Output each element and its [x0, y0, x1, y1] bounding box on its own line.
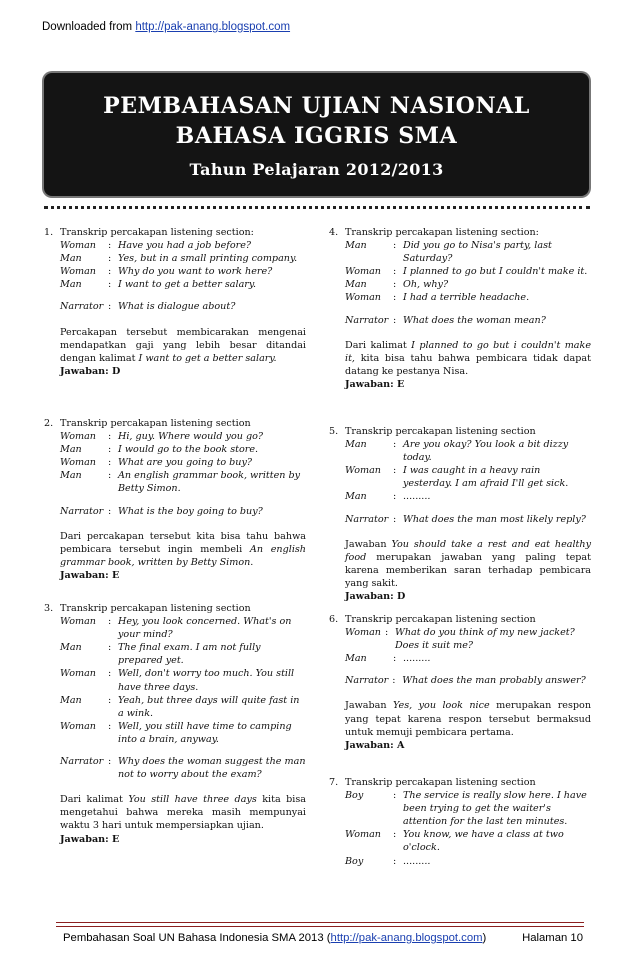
answer-key: Jawaban: E — [60, 569, 120, 581]
speaker-name: Man — [60, 279, 82, 291]
speaker-colon: : — [393, 653, 397, 665]
dialogue-line — [60, 667, 306, 693]
narrator-question: Why does the woman suggest the man not to worry about the exam? — [118, 756, 306, 781]
question-number: 7. — [329, 777, 339, 788]
speaker-colon: : — [393, 465, 397, 477]
utterance: Well, don't worry too much. You still have three days. — [118, 668, 295, 693]
speaker-colon: : — [393, 266, 397, 278]
dotted-divider — [44, 206, 590, 209]
speaker-name: Woman — [60, 616, 96, 628]
speaker-name: Woman — [60, 266, 96, 278]
dialogue-line — [60, 430, 306, 443]
question-heading-text: Transkrip percakapan listening section — [60, 418, 251, 429]
dialogue — [345, 239, 591, 327]
dialogue-line — [60, 239, 306, 252]
explanation — [345, 699, 591, 738]
utterance: I was caught in a heavy rain yesterday. I am afraid I'll get sick. — [403, 465, 569, 490]
speaker-colon: : — [393, 829, 397, 841]
speaker-colon: : — [393, 513, 397, 525]
question-heading — [329, 425, 591, 438]
question-block — [329, 776, 591, 868]
narrator-line — [345, 513, 591, 526]
explanation — [345, 339, 591, 378]
speaker-name: Boy — [345, 855, 364, 867]
explanation — [60, 326, 306, 365]
speaker-colon: : — [108, 642, 112, 654]
download-link[interactable]: http://pak-anang.blogspot.com — [135, 21, 291, 33]
explanation-text: merupakan jawaban yang paling tepat karena memberikan saran terhadap pembicara yang sakit. — [345, 551, 591, 589]
question-block — [44, 602, 306, 846]
dialogue — [345, 438, 591, 526]
dialogue-line — [60, 252, 306, 265]
narrator-line — [60, 505, 306, 518]
utterance: Did you go to Nisa's party, last Saturday? — [403, 240, 552, 265]
speaker-colon: : — [108, 668, 112, 680]
page-number: Halaman 10 — [522, 932, 583, 944]
narrator-line — [345, 314, 591, 327]
banner-title-line1: PEMBAHASAN UJIAN NASIONAL — [103, 93, 530, 119]
speaker-colon: : — [108, 266, 112, 278]
speaker-colon: : — [393, 292, 397, 304]
dialogue-line — [345, 464, 591, 490]
dialogue — [60, 430, 306, 518]
speaker-colon: : — [108, 457, 112, 469]
explanation-text: Percakapan tersebut membicarakan mengenai mendapatkan gaji yang lebih besar ditandai dengan kalimat — [60, 326, 306, 364]
speaker-colon: : — [108, 694, 112, 706]
utterance: What are you going to buy? — [118, 457, 253, 469]
utterance: Yes, but in a small printing company. — [118, 253, 298, 265]
speaker-name: Man — [345, 279, 367, 291]
question-heading-text: Transkrip percakapan listening section: — [345, 227, 539, 238]
narrator-question: What does the man probably answer? — [402, 675, 586, 687]
page-footer — [63, 932, 583, 944]
speaker-name: Man — [345, 240, 367, 252]
dialogue-line — [345, 265, 591, 278]
answer-key: Jawaban: E — [60, 833, 120, 845]
speaker-name: Man — [60, 642, 82, 654]
utterance: The final exam. I am not fully prepared yet. — [118, 642, 261, 667]
speaker-colon: : — [384, 627, 389, 639]
utterance: ......... — [403, 491, 431, 503]
question-heading — [329, 776, 591, 789]
speaker-colon: : — [393, 790, 397, 802]
narrator-line — [60, 755, 306, 781]
question-number: 4. — [329, 227, 339, 238]
quoted-phrase: You should take a rest and eat healthy food — [345, 538, 591, 563]
explanation — [60, 530, 306, 569]
speaker-name: Man — [345, 653, 367, 665]
question-block — [329, 613, 591, 763]
explanation-text: Dari kalimat — [345, 339, 412, 351]
speaker-colon: : — [108, 444, 112, 456]
explanation-text: kita bisa mengetahui bahwa mereka masih mempunyai waktu 3 hari untuk mempersiapkan ujian. — [60, 794, 306, 832]
utterance: ......... — [403, 653, 431, 665]
speaker-name: Woman — [60, 668, 96, 680]
answer-key: Jawaban: D — [60, 365, 121, 377]
speaker-name: Boy — [345, 790, 364, 802]
speaker-name: Narrator — [345, 513, 389, 525]
speaker-colon: : — [393, 439, 397, 451]
dialogue — [345, 626, 591, 687]
narrator-question: What does the man most likely reply? — [403, 513, 586, 525]
question-block — [44, 417, 306, 589]
utterance: What do you think of my new jacket? Does it suit me? — [394, 627, 575, 652]
narrator-question: What does the woman mean? — [403, 314, 546, 326]
question-block — [44, 226, 306, 404]
dialogue-line — [345, 828, 591, 854]
question-heading-text: Transkrip percakapan listening section: — [60, 227, 254, 238]
speaker-name: Woman — [345, 266, 381, 278]
speaker-name: Narrator — [60, 505, 104, 517]
speaker-colon: : — [393, 855, 397, 867]
speaker-colon: : — [392, 675, 396, 687]
explanation-text: Jawaban — [345, 700, 394, 712]
explanation-text: Dari percakapan tersebut kita bisa tahu bahwa pembicara tersebut ingin membeli — [60, 530, 306, 555]
speaker-name: Woman — [345, 829, 381, 841]
question-number: 1. — [44, 227, 54, 238]
question-heading — [44, 417, 306, 430]
utterance: I planned to go but I couldn't make it. — [403, 266, 588, 278]
footer-title: Pembahasan Soal UN Bahasa Indonesia SMA 2013 (http://pak-anang.blogspot.com) — [63, 932, 487, 944]
title-banner — [44, 73, 589, 196]
dialogue-line — [345, 490, 591, 503]
question-number: 2. — [44, 418, 54, 429]
question-heading-text: Transkrip percakapan listening section — [345, 614, 536, 625]
speaker-colon: : — [393, 279, 397, 291]
footer-link[interactable]: http://pak-anang.blogspot.com — [330, 932, 483, 944]
banner-title-line2: BAHASA IGGRIS SMA — [175, 123, 458, 149]
utterance: I want to get a better salary. — [118, 279, 257, 291]
utterance: I had a terrible headache. — [403, 292, 530, 304]
speaker-colon: : — [108, 505, 112, 517]
utterance: ......... — [403, 855, 431, 867]
speaker-name: Woman — [60, 457, 96, 469]
speaker-colon: : — [108, 720, 112, 732]
banner-year: Tahun Pelajaran 2012/2013 — [189, 160, 444, 179]
dialogue-line — [60, 615, 306, 641]
quoted-phrase: I planned to go but i couldn't make it, — [345, 339, 591, 364]
speaker-name: Narrator — [345, 675, 389, 687]
answer-key: Jawaban: E — [345, 378, 405, 390]
question-heading — [329, 226, 591, 239]
dialogue-line — [60, 641, 306, 667]
dialogue-line — [345, 652, 591, 665]
left-column — [44, 226, 306, 859]
speaker-name: Woman — [345, 627, 381, 639]
speaker-name: Man — [345, 439, 367, 451]
question-block — [329, 425, 591, 603]
explanation — [345, 538, 591, 590]
speaker-colon: : — [108, 301, 112, 313]
quoted-phrase: Yes, you look nice — [393, 700, 490, 712]
utterance: Are you okay? You look a bit dizzy today. — [403, 439, 569, 464]
speaker-colon: : — [108, 470, 112, 482]
speaker-name: Woman — [60, 240, 96, 252]
dialogue-line — [60, 443, 306, 456]
explanation — [60, 793, 306, 832]
speaker-name: Man — [345, 491, 367, 503]
utterance: Hey, you look concerned. What's on your mind? — [118, 616, 292, 641]
question-number: 6. — [329, 614, 339, 625]
explanation-text: Jawaban — [345, 538, 392, 550]
download-prefix: Downloaded from — [42, 21, 136, 33]
answer-key: Jawaban: D — [345, 591, 406, 603]
speaker-name: Narrator — [60, 756, 104, 768]
dialogue — [60, 239, 306, 313]
explanation-text: Dari kalimat — [60, 794, 129, 806]
answer-key: Jawaban: A — [345, 739, 405, 751]
explanation-text: merupakan respon yang tepat karena respon tersebut bermaksud untuk memuji pembicara pertama. — [345, 700, 591, 738]
dialogue-line — [60, 456, 306, 469]
quoted-phrase: I want to get a better salary. — [138, 352, 277, 364]
question-number: 5. — [329, 426, 339, 437]
dialogue-line — [345, 855, 591, 868]
speaker-name: Man — [60, 470, 82, 482]
speaker-name: Woman — [60, 720, 96, 732]
speaker-colon: : — [108, 279, 112, 291]
dialogue-line — [60, 720, 306, 746]
speaker-colon: : — [393, 314, 397, 326]
explanation-text: kita bisa tahu bahwa pembicara tidak dapat datang ke pestanya Nisa. — [345, 352, 591, 377]
utterance: Well, you still have time to camping into a brain, anyway. — [118, 720, 292, 745]
dialogue-line — [60, 694, 306, 720]
speaker-name: Woman — [345, 465, 381, 477]
dialogue — [60, 615, 306, 781]
dialogue-line — [345, 291, 591, 304]
dialogue-line — [345, 438, 591, 464]
question-number: 3. — [44, 603, 54, 614]
dialogue — [345, 789, 591, 868]
question-heading — [329, 613, 591, 626]
utterance: Hi, guy. Where would you go? — [118, 431, 264, 443]
utterance: The service is really slow here. I have been trying to get the waiter's attention for the last ten minutes. — [403, 790, 587, 828]
dialogue-line — [60, 469, 306, 495]
speaker-colon: : — [108, 240, 112, 252]
narrator-question: What is the boy going to buy? — [118, 505, 263, 517]
speaker-colon: : — [393, 491, 397, 503]
speaker-name: Narrator — [60, 301, 104, 313]
utterance: An english grammar book, written by Betty Simon. — [118, 470, 301, 495]
speaker-colon: : — [108, 431, 112, 443]
narrator-line — [345, 674, 591, 687]
speaker-name: Man — [60, 694, 82, 706]
question-heading-text: Transkrip percakapan listening section — [345, 777, 536, 788]
narrator-line — [60, 300, 306, 313]
speaker-colon: : — [108, 253, 112, 265]
right-column — [329, 226, 591, 881]
speaker-name: Woman — [60, 431, 96, 443]
question-heading-text: Transkrip percakapan listening section — [60, 603, 251, 614]
dialogue-line — [60, 278, 306, 291]
speaker-name: Man — [60, 444, 82, 456]
narrator-question: What is dialogue about? — [118, 301, 236, 313]
dialogue-line — [60, 265, 306, 278]
utterance: I would go to the book store. — [118, 444, 259, 456]
question-heading — [44, 602, 306, 615]
speaker-colon: : — [108, 616, 112, 628]
dialogue-line — [345, 626, 591, 652]
dialogue-line — [345, 239, 591, 265]
quoted-phrase: You still have three days — [128, 794, 257, 806]
dialogue-line — [345, 278, 591, 291]
speaker-name: Narrator — [345, 314, 389, 326]
question-heading — [44, 226, 306, 239]
speaker-colon: : — [393, 240, 397, 252]
speaker-name: Man — [60, 253, 82, 265]
question-heading-text: Transkrip percakapan listening section — [345, 426, 536, 437]
speaker-name: Woman — [345, 292, 381, 304]
question-block — [329, 226, 591, 412]
dialogue-line — [345, 789, 591, 828]
speaker-colon: : — [108, 756, 112, 768]
utterance: Yeah, but three days will quite fast in a wink. — [118, 694, 300, 719]
utterance: Have you had a job before? — [118, 240, 252, 252]
utterance: You know, we have a class at two o'clock. — [403, 829, 564, 854]
utterance: Oh, why? — [403, 279, 449, 291]
utterance: Why do you want to work here? — [118, 266, 273, 278]
download-source-note — [42, 21, 290, 33]
quoted-phrase: An english grammar book, written by Betty Simon. — [60, 543, 306, 568]
footer-rule — [56, 922, 584, 927]
